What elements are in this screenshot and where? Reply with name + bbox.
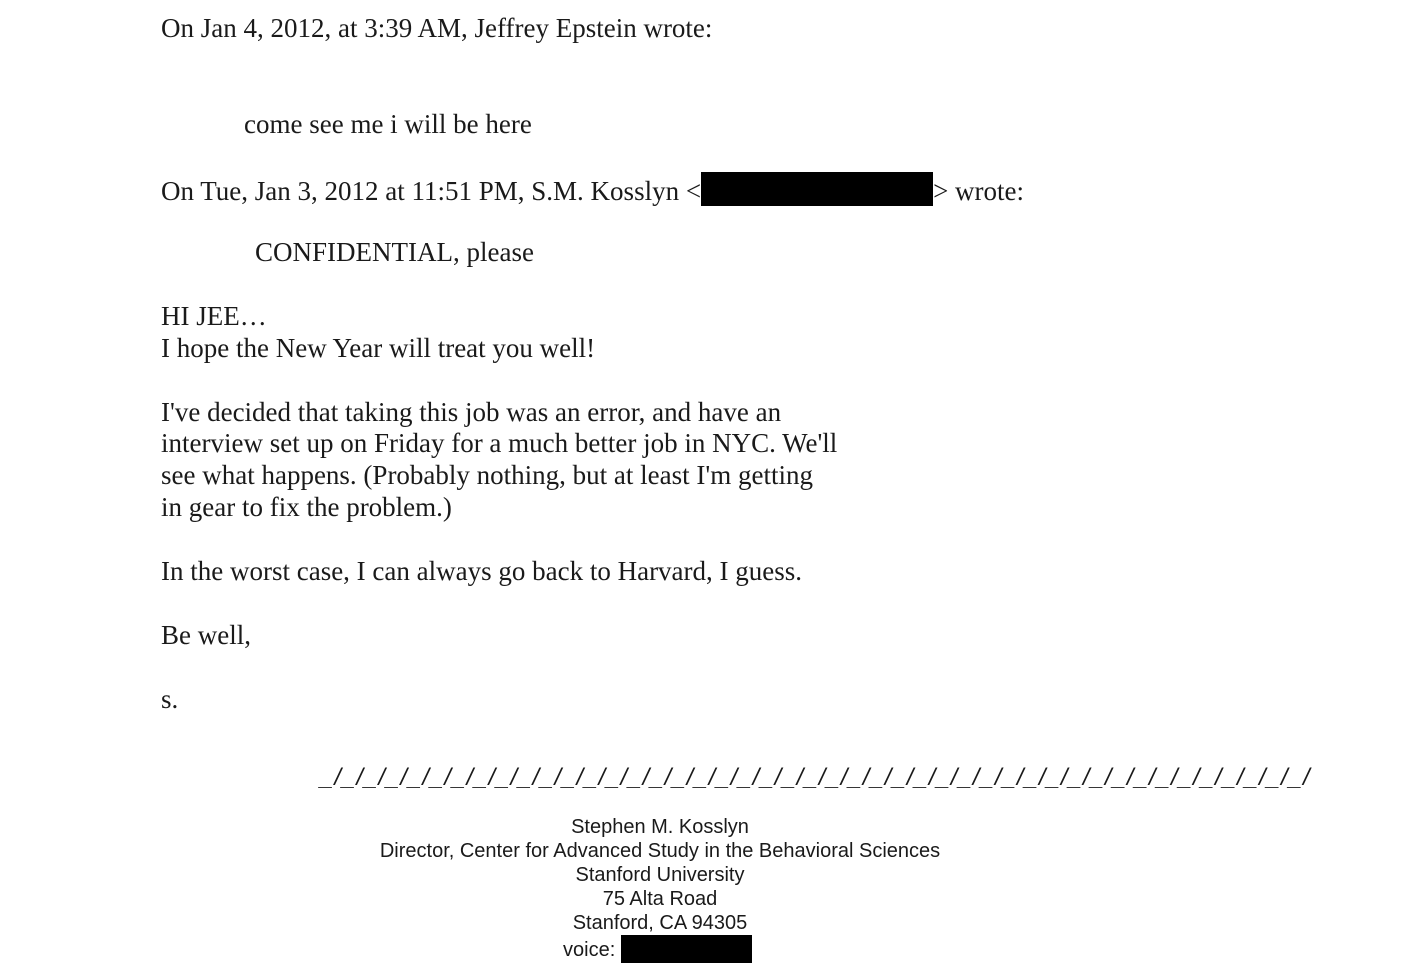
reply-body: come see me i will be here [244, 109, 532, 139]
redacted-email-block [701, 172, 933, 206]
original-header-suffix: > wrote: [933, 176, 1025, 206]
signature-voice [563, 935, 752, 963]
paragraph-line: interview set up on Friday for a much better job in NYC. We'll [161, 428, 838, 458]
new-year-line: I hope the New Year will treat you well! [161, 333, 596, 363]
paragraph-line: see what happens. (Probably nothing, but at least I'm getting [161, 460, 813, 490]
reply-header: On Jan 4, 2012, at 3:39 AM, Jeffrey Epstein wrote: [161, 13, 713, 43]
signature-divider: _/_/_/_/_/_/_/_/_/_/_/_/_/_/_/_/_/_/_/_/_/_/_/_/_/_/_/_/_/_/_/_/_/_/_/_/_/_/_/_/_/_/_/_/_/ [320, 764, 1311, 791]
closing: Be well, [161, 620, 251, 650]
signature-street: 75 Alta Road [602, 888, 718, 910]
voice-label: voice: [563, 939, 616, 961]
original-header-prefix: On Tue, Jan 3, 2012 at 11:51 PM, S.M. Kosslyn < [161, 176, 702, 206]
confidential-note: CONFIDENTIAL, please [255, 237, 534, 267]
signature-city: Stanford, CA 94305 [572, 912, 748, 934]
original-header [161, 172, 1024, 207]
signature-org: Stanford University [575, 864, 745, 886]
signoff-initial: s. [161, 684, 179, 714]
signature-title: Director, Center for Advanced Study in the Behavioral Sciences [379, 840, 941, 862]
paragraph-line: I've decided that taking this job was an error, and have an [161, 397, 782, 427]
paragraph-line: in gear to fix the problem.) [161, 492, 452, 522]
greeting: HI JEE… [161, 301, 267, 331]
redacted-phone-block [621, 935, 752, 963]
harvard-line: In the worst case, I can always go back to Harvard, I guess. [161, 556, 803, 586]
signature-name: Stephen M. Kosslyn [571, 816, 749, 838]
